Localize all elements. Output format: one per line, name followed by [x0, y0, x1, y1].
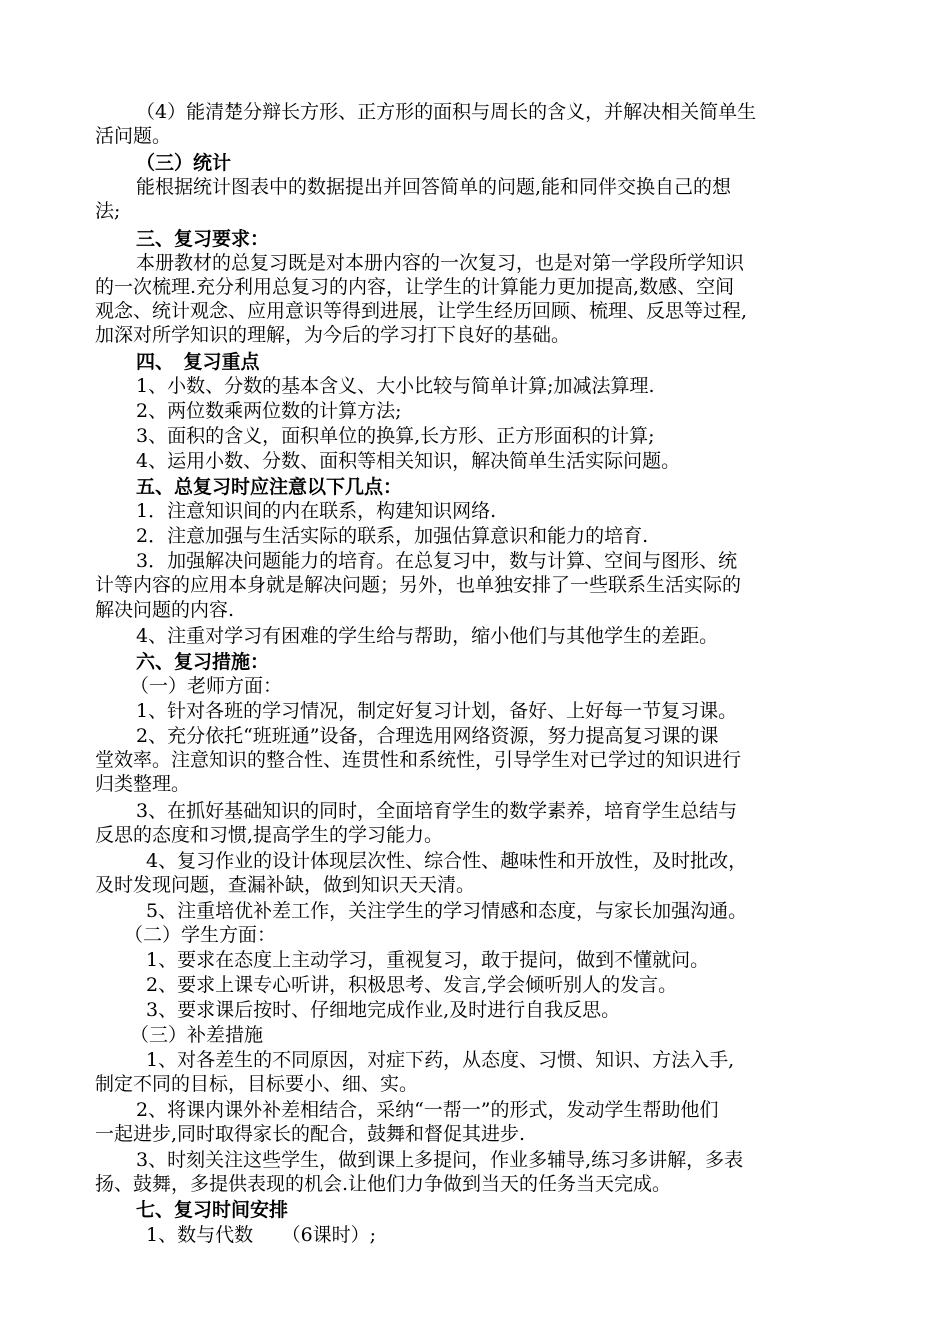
subsection-heading: （二）学生方面： — [124, 924, 277, 946]
text-line: 2、要求上课专心听讲，积极思考、发言,学会倾听别人的发言。 — [146, 974, 678, 996]
text-line: 4、注重对学习有困难的学生给与帮助，缩小他们与其他学生的差距。 — [136, 625, 719, 647]
text-line: 的一次梳理.充分利用总复习的内容，让学生的计算能力更加提高,数感、空间 — [95, 276, 735, 298]
section-heading: 七、复习时间安排 — [136, 1199, 289, 1221]
text-line: 2、两位数乘两位数的计算方法; — [136, 400, 402, 422]
text-line: 2、充分依托“班班通”设备，合理选用网络资源，努力提高复习课的课 — [136, 725, 719, 747]
text-line: 2．注意加强与生活实际的联系，加强估算意识和能力的培育. — [136, 525, 649, 547]
section-heading: 三、复习要求： — [136, 228, 270, 250]
section-heading: 五、总复习时应注意以下几点： — [136, 476, 403, 498]
text-line: 能根据统计图表中的数据提出并回答简单的问题,能和同伴交换自己的想 — [136, 176, 732, 198]
subsection-heading: （三）补差措施 — [130, 1024, 264, 1046]
text-line: 反思的态度和习惯,提高学生的学习能力。 — [95, 824, 444, 846]
text-line: 一起进步,同时取得家长的配合，鼓舞和督促其进步. — [95, 1123, 526, 1145]
subsection-heading: （一）老师方面： — [130, 675, 283, 697]
text-line: 观念、统计观念、应用意识等得到进展，让学生经历回顾、梳理、反思等过程, — [95, 300, 748, 322]
text-line: 3、面积的含义，面积单位的换算,长方形、正方形面积的计算; — [136, 425, 655, 447]
text-line: 1、数与代数 （6课时）; — [146, 1224, 377, 1246]
text-line: 1、小数、分数的基本含义、大小比较与简单计算;加减法算理. — [136, 375, 655, 397]
text-line: 4、复习作业的设计体现层次性、综合性、趣味性和开放性，及时批改， — [146, 850, 748, 872]
section-heading: （三）统计 — [136, 152, 232, 174]
text-line: 2、将课内课外补差相结合，采纳“一帮一”的形式，发动学生帮助他们 — [136, 1099, 719, 1121]
text-line: （4）能清楚分辩长方形、正方形的面积与周长的含义，并解决相关简单生 — [136, 101, 757, 123]
text-line: 3、在抓好基础知识的同时，全面培育学生的数学素养，培育学生总结与 — [136, 800, 738, 822]
text-line: 归类整理。 — [95, 773, 191, 795]
text-line: 本册教材的总复习既是对本册内容的一次复习，也是对第一学段所学知识 — [136, 252, 745, 274]
text-line: 5、注重培优补差工作，关注学生的学习情感和态度，与家长加强沟通。 — [146, 900, 748, 922]
text-line: 堂效率。注意知识的整合性、连贯性和系统性，引导学生对已学过的知识进行 — [95, 749, 742, 771]
text-line: 1、要求在态度上主动学习，重视复习，敢于提问，做到不懂就问。 — [146, 949, 710, 971]
text-line: 解决问题的内容. — [95, 599, 235, 621]
text-line: 扬、鼓舞，多提供表现的机会.让他们力争做到当天的任务当天完成。 — [95, 1173, 672, 1195]
text-line: 计等内容的应用本身就是解决问题；另外，也单独安排了一些联系生活实际的 — [95, 574, 742, 596]
text-line: 1、针对各班的学习情况，制定好复习计划，备好、上好每一节复习课。 — [136, 700, 738, 722]
text-line: 法; — [95, 200, 121, 222]
text-line: 3、时刻关注这些学生，做到课上多提问，作业多辅导,练习多讲解，多表 — [136, 1149, 744, 1171]
text-line: 制定不同的目标，目标要小、细、实。 — [95, 1073, 419, 1095]
text-line: 1．注意知识间的内在联系，构建知识网络. — [136, 500, 497, 522]
section-heading: 四、 复习重点 — [136, 351, 260, 373]
section-heading: 六、复习措施： — [136, 651, 270, 673]
text-line: 4、运用小数、分数、面积等相关知识，解决简单生活实际问题。 — [136, 450, 681, 472]
text-line: 活问题。 — [95, 125, 172, 147]
text-line: 加深对所学知识的理解，为今后的学习打下良好的基础。 — [95, 324, 571, 346]
text-line: 1、对各差生的不同原因，对症下药，从态度、习惯、知识、方法入手, — [146, 1049, 735, 1071]
text-line: 3、要求课后按时、仔细地完成作业,及时进行自我反思。 — [146, 999, 621, 1021]
text-line: 3．加强解决问题能力的培育。在总复习中，数与计算、空间与图形、统 — [136, 550, 738, 572]
text-line: 及时发现问题，查漏补缺，做到知识天天清。 — [95, 874, 476, 896]
